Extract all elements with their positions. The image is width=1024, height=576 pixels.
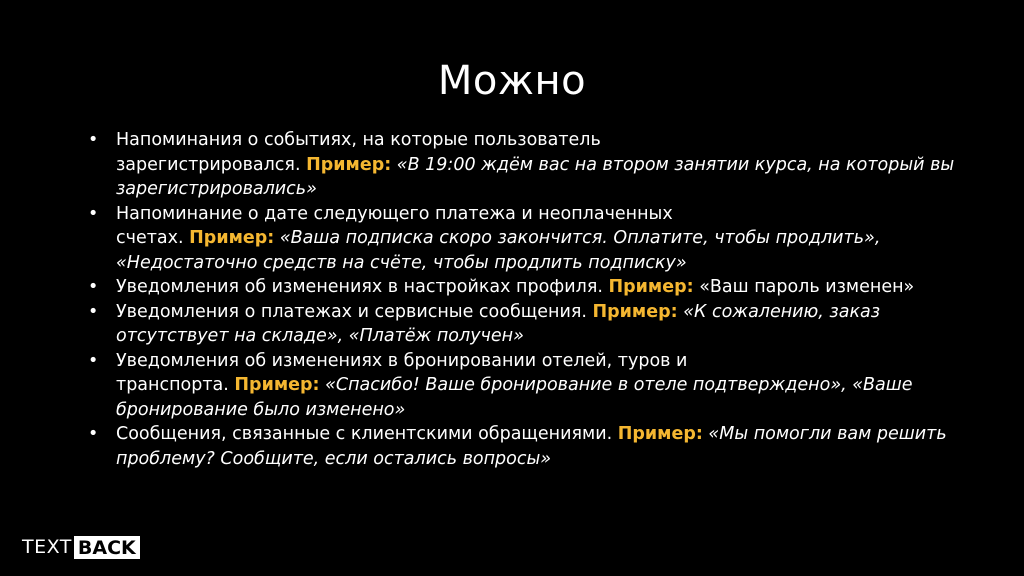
slide-title: Можно [437, 58, 587, 104]
item-text: транспорта. [116, 375, 235, 395]
example-text: «Ваш пароль изменен» [693, 277, 915, 297]
list-item [88, 202, 988, 276]
bullet-icon: • [88, 203, 99, 224]
item-text: Уведомления об изменениях в настройках профиля. [116, 277, 609, 297]
example-label: Пример: [617, 424, 703, 444]
example-text: «Ваша подписка скоро закончится. Оплатите, чтобы продлить», «Недостаточно средств на счёте, чтобы продлить подписку» [116, 228, 881, 273]
item-text: Уведомления о платежах и сервисные сообщения. [116, 301, 593, 322]
bullet-icon: • [88, 301, 99, 322]
bullet-icon: • [88, 130, 99, 150]
item-line1: Напоминания о событиях, на которые пользователь [116, 130, 601, 150]
list-item [88, 275, 988, 300]
item-line1: Напоминание о дате следующего платежа и неоплаченных [116, 203, 673, 224]
example-text: «В 19:00 ждём вас на втором занятии курса, на который вы зарегистрировались» [116, 154, 955, 199]
list-item [88, 422, 988, 471]
item-text: Сообщения, связанные с клиентскими обращениями. [116, 424, 618, 444]
textback-logo [22, 535, 140, 559]
example-label: Пример: [306, 154, 392, 175]
example-label: Пример: [189, 228, 275, 248]
example-text: «Мы помогли вам решить проблему? Сообщите, если остались вопросы» [116, 424, 947, 469]
bullet-list [88, 128, 988, 471]
item-line1: Уведомления об изменениях в бронировании отелей, туров и [116, 350, 688, 371]
list-item [88, 300, 988, 349]
example-label: Пример: [592, 301, 678, 322]
example-text: «К сожалению, заказ отсутствует на складе», «Платёж получен» [116, 301, 881, 346]
list-item [88, 349, 988, 423]
example-text: «Спасибо! Ваше бронирование в отеле подтверждено», «Ваше бронирование было изменено» [116, 375, 913, 420]
bullet-icon: • [88, 424, 99, 444]
example-label: Пример: [234, 375, 320, 395]
item-text: зарегистрировался. [116, 154, 307, 175]
logo-word-text: TEXT [22, 536, 72, 558]
example-label: Пример: [608, 277, 694, 297]
bullet-icon: • [88, 277, 99, 297]
logo-word-back: BACK [74, 536, 140, 559]
bullet-icon: • [88, 350, 99, 371]
item-text: счетах. [116, 228, 190, 248]
list-item [88, 128, 988, 202]
